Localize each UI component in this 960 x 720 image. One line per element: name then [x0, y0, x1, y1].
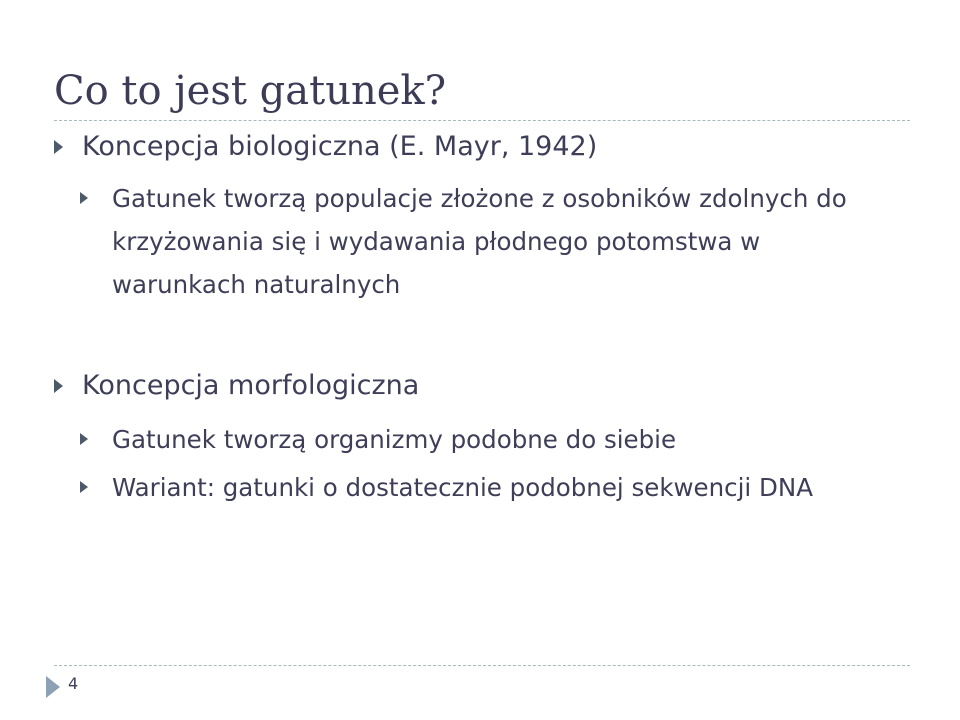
bullet-text: Koncepcja biologiczna (E. Mayr, 1942) [82, 131, 598, 162]
title-divider [54, 120, 910, 121]
page-number: 4 [68, 674, 79, 693]
slide-title: Co to jest gatunek? [54, 68, 447, 114]
sub-bullet-dna-variant [80, 466, 900, 509]
sub-bullet-biological-definition [80, 177, 900, 306]
bullet-morphological-concept [54, 369, 419, 403]
bullet-arrow-icon [54, 379, 63, 393]
sub-bullet-text: Wariant: gatunki o dostatecznie podobnej sekwencji DNA [112, 473, 813, 502]
bullet-biological-concept [54, 130, 597, 164]
sub-bullet-morphological-definition [80, 418, 900, 461]
bullet-text: Koncepcja morfologiczna [82, 370, 420, 401]
bullet-arrow-icon [54, 140, 63, 154]
sub-bullet-arrow-icon [80, 192, 88, 204]
sub-bullet-arrow-icon [80, 481, 88, 493]
footer-divider [54, 665, 910, 666]
footer-triangle-icon [46, 676, 60, 698]
sub-bullet-arrow-icon [80, 433, 88, 445]
sub-bullet-text: Gatunek tworzą populacje złożone z osobników zdolnych do krzyżowania się i wydawania płodnego potomstwa w warunkach naturalnych [112, 184, 847, 299]
sub-bullet-text: Gatunek tworzą organizmy podobne do siebie [112, 425, 677, 454]
